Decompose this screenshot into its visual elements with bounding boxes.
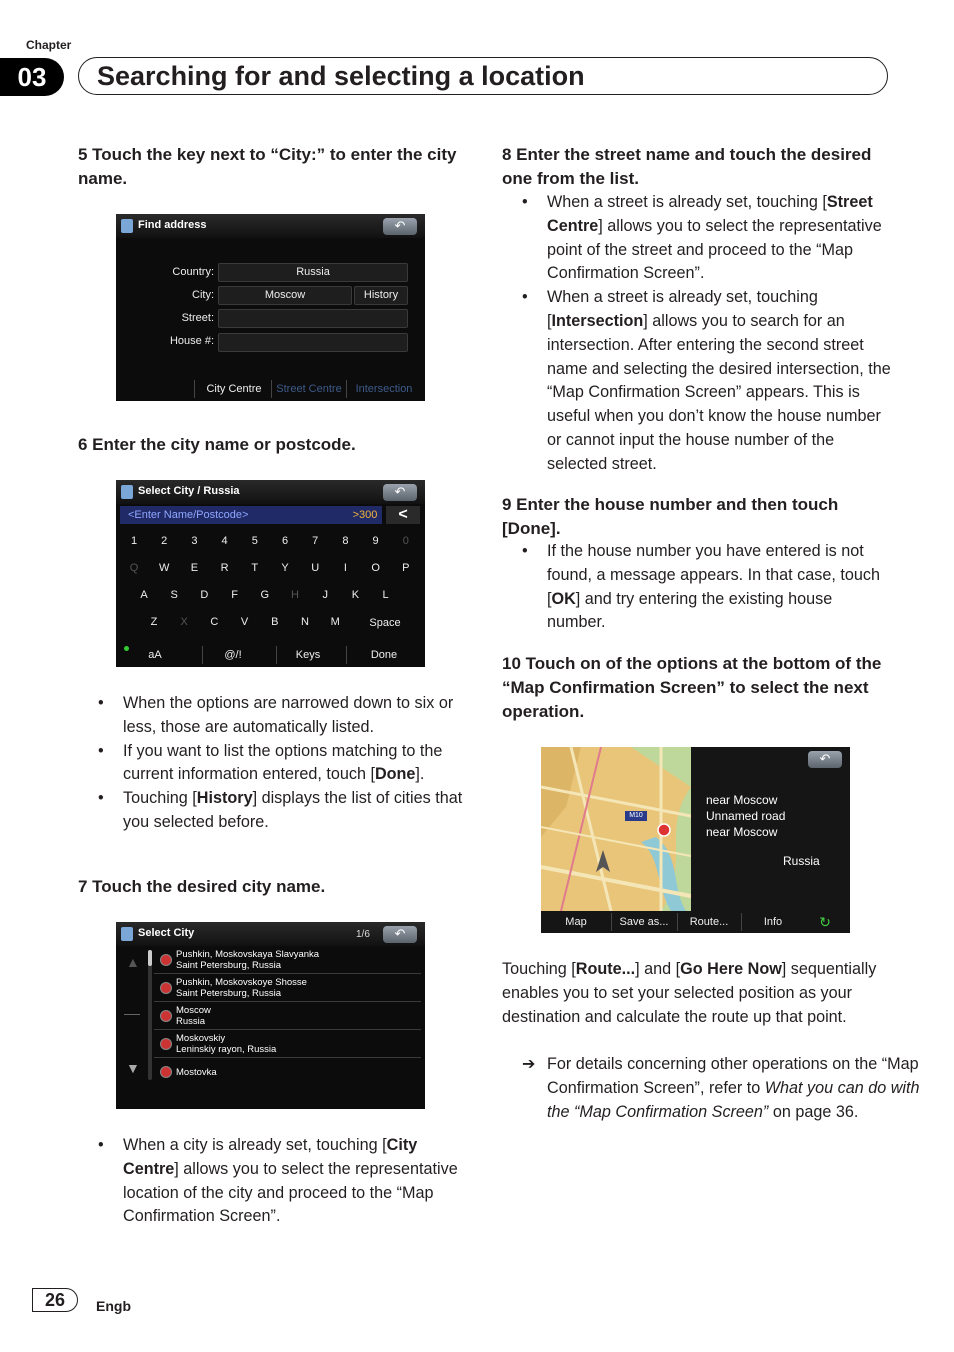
- bullet-bold: Done: [374, 765, 416, 784]
- key-f[interactable]: F: [231, 589, 238, 601]
- key-a[interactable]: A: [140, 589, 148, 601]
- find-address-screenshot: [116, 214, 425, 401]
- bullet-item: [502, 286, 892, 476]
- key-1[interactable]: 1: [130, 535, 138, 547]
- step-9-heading: 9 Enter the house number and then touch [Done].: [502, 495, 839, 538]
- key-s[interactable]: S: [170, 589, 178, 601]
- bullet-item: [502, 191, 892, 286]
- street-label: Street:: [181, 312, 214, 324]
- bullet-item: [78, 740, 463, 788]
- bullet-list-city-centre: [78, 1134, 463, 1229]
- item-name: Pushkin, Moskovskoye Shosse: [176, 977, 307, 988]
- bullet-text: If you want to list the options matching to the current information entered, touch [: [123, 741, 443, 784]
- bullet-text: ] allows you to select the representative point of the street and proceed to the “Map Confirmation Screen”.: [547, 216, 882, 283]
- key-k[interactable]: K: [351, 589, 360, 601]
- route-paragraph: [502, 958, 892, 1029]
- back-icon[interactable]: ↶: [383, 218, 417, 235]
- key-3[interactable]: 3: [191, 535, 198, 547]
- key-7[interactable]: 7: [312, 535, 319, 547]
- chapter-number: 03: [0, 58, 64, 96]
- key-4[interactable]: 4: [221, 535, 228, 547]
- bullet-item: [78, 692, 463, 740]
- item-name: Moscow: [176, 1005, 211, 1016]
- history-button[interactable]: History: [354, 286, 408, 305]
- page-indicator: 1/6: [356, 929, 370, 940]
- page-title: Searching for and selecting a location: [78, 57, 888, 95]
- key-v[interactable]: V: [240, 616, 249, 628]
- chapter-label: Chapter: [26, 38, 72, 52]
- bullet-text: ].: [415, 765, 425, 784]
- key-p[interactable]: P: [402, 562, 410, 574]
- back-icon[interactable]: ↶: [808, 751, 842, 768]
- screen-title: Select City: [138, 927, 195, 939]
- key-9[interactable]: 9: [372, 535, 379, 547]
- key-t[interactable]: T: [251, 562, 259, 574]
- map-confirmation-screenshot: [541, 747, 850, 933]
- key-r[interactable]: R: [220, 562, 229, 574]
- key-j[interactable]: J: [322, 589, 328, 601]
- key-b[interactable]: B: [271, 616, 279, 628]
- select-city-list-screenshot: [116, 922, 425, 1109]
- document-icon: [121, 485, 133, 499]
- bullet-bold: Intersection: [551, 311, 644, 330]
- back-icon[interactable]: ↶: [383, 484, 417, 501]
- item-region: Saint Petersburg, Russia: [176, 960, 282, 971]
- save-as-button[interactable]: Save as...: [611, 913, 676, 931]
- country-label: Country:: [172, 266, 214, 278]
- location-pin-icon: [160, 1066, 172, 1078]
- arrow-icon: ➔: [522, 1055, 536, 1073]
- info-line: near Moscow: [706, 825, 778, 839]
- bullet-text: ] allows you to select the representative location of the city and proceed to the “Map Confirmation Screen”.: [123, 1159, 458, 1226]
- select-city-keyboard-screenshot: [116, 480, 425, 667]
- key-i[interactable]: I: [343, 562, 347, 574]
- step-6-heading: 6 Enter the city name or postcode.: [78, 435, 356, 454]
- note-text: For details concerning other operations on the “Map Confirmation Screen”, refer to: [547, 1055, 919, 1097]
- list-item[interactable]: [154, 1003, 421, 1030]
- space-key[interactable]: Space: [369, 617, 401, 629]
- street-centre-button[interactable]: Street Centre: [271, 380, 346, 398]
- bullet-text: When a city is already set, touching [: [123, 1136, 387, 1154]
- para-text: ] sequentially enables you to set your selected position as your destination and calculate the route up that point.: [502, 960, 877, 1026]
- back-icon[interactable]: ↶: [383, 926, 417, 943]
- location-pin-icon: [160, 1038, 172, 1050]
- item-name: Pushkin, Moskovskaya Slavyanka: [176, 949, 320, 960]
- bullet-text: If the house number you have entered is not found, a message appears. In that case, touch [: [547, 542, 880, 608]
- location-info: [706, 792, 785, 840]
- location-pin-icon: [160, 982, 172, 994]
- key-l[interactable]: L: [382, 589, 389, 601]
- note-text: on page 36.: [768, 1102, 859, 1121]
- backspace-button[interactable]: <: [386, 506, 420, 524]
- item-region: Leninskiy rayon, Russia: [176, 1044, 277, 1055]
- city-field[interactable]: Moscow: [218, 286, 352, 305]
- key-u[interactable]: U: [311, 562, 320, 574]
- key-g[interactable]: G: [260, 589, 270, 601]
- keys-button[interactable]: Keys: [276, 646, 339, 664]
- city-centre-button[interactable]: City Centre: [194, 380, 273, 398]
- bullet-text: ] displays the list of cities that you selected before.: [123, 789, 463, 831]
- map-view[interactable]: [541, 747, 850, 933]
- document-icon: [121, 219, 133, 233]
- key-w[interactable]: W: [158, 562, 170, 574]
- key-6[interactable]: 6: [281, 535, 289, 547]
- bullet-bold: History: [196, 789, 253, 808]
- house-label: House #:: [169, 335, 214, 347]
- scroll-position-icon: [124, 1014, 140, 1015]
- route-button[interactable]: Route...: [677, 913, 740, 931]
- bullet-list-options: [78, 692, 463, 835]
- status-dot-icon: [124, 646, 129, 651]
- step-5-heading: 5 Touch the key next to “City:” to enter the city name.: [78, 145, 457, 188]
- item-name: Moskovskiy: [176, 1033, 226, 1044]
- key-e[interactable]: E: [190, 562, 199, 574]
- note-link-text: What you can do with the “Map Confirmation Screen”: [547, 1078, 920, 1121]
- scrollbar[interactable]: [148, 950, 152, 1080]
- reference-note: [502, 1053, 937, 1124]
- location-pin-icon: [160, 1010, 172, 1022]
- street-field[interactable]: [218, 309, 408, 328]
- list-item[interactable]: [154, 975, 421, 1002]
- key-0[interactable]: 0: [402, 535, 409, 547]
- intersection-button[interactable]: Intersection: [346, 380, 421, 398]
- bullet-bold: City Centre: [123, 1136, 418, 1178]
- done-button[interactable]: Done: [346, 646, 421, 664]
- para-bold: Route...: [575, 960, 636, 978]
- bullet-text: Touching [: [123, 789, 197, 808]
- result-count: >300: [348, 506, 382, 524]
- info-line: Unnamed road: [706, 809, 786, 823]
- city-label: City:: [192, 289, 214, 301]
- language-code: Engb: [96, 1298, 131, 1314]
- step-10-heading: 10 Touch on of the options at the bottom of the “Map Confirmation Screen” to select the next operation.: [502, 654, 882, 721]
- bullet-text: When the options are narrowed down to six or less, those are automatically listed.: [123, 694, 454, 736]
- step-7-heading: 7 Touch the desired city name.: [78, 877, 326, 896]
- bullet-list-house: [502, 540, 892, 635]
- bullet-bold: Street Centre: [547, 193, 873, 235]
- step-8-heading: 8 Enter the street name and touch the desired one from the list.: [502, 145, 872, 188]
- name-postcode-input[interactable]: <Enter Name/Postcode>: [120, 506, 354, 524]
- item-region: Saint Petersburg, Russia: [176, 988, 282, 999]
- symbols-button[interactable]: @/!: [202, 646, 263, 664]
- screen-title: Select City / Russia: [138, 485, 240, 497]
- bullet-item: [78, 1134, 463, 1229]
- screen-title: Find address: [138, 219, 207, 231]
- bullet-text: ] and try entering the existing house number.: [547, 589, 833, 632]
- key-h[interactable]: H: [291, 589, 299, 601]
- key-x[interactable]: X: [180, 616, 188, 628]
- key-2[interactable]: 2: [161, 535, 168, 547]
- house-field[interactable]: [218, 333, 408, 352]
- key-y[interactable]: Y: [281, 562, 289, 574]
- key-m[interactable]: M: [330, 616, 340, 628]
- location-pin-icon: [160, 954, 172, 966]
- bullet-text: When a street is already set, touching [: [547, 193, 827, 211]
- info-line: near Moscow: [706, 793, 778, 807]
- info-button[interactable]: Info: [741, 913, 804, 931]
- country-name: Russia: [783, 854, 820, 868]
- key-8[interactable]: 8: [342, 535, 349, 547]
- item-region: Russia: [176, 1016, 206, 1027]
- document-icon: [121, 927, 133, 941]
- scroll-down-icon[interactable]: ▼: [126, 1060, 140, 1076]
- key-o[interactable]: O: [371, 562, 380, 574]
- key-d[interactable]: D: [200, 589, 209, 601]
- bullet-item: [78, 787, 463, 835]
- page-number: 26: [32, 1288, 78, 1312]
- bullet-text: When a street is already set, touching [: [547, 288, 818, 330]
- bullet-item: [502, 540, 892, 635]
- country-field[interactable]: Russia: [218, 263, 408, 282]
- para-bold: Go Here Now: [680, 960, 782, 978]
- key-5[interactable]: 5: [251, 535, 258, 547]
- road-sign: M10: [625, 811, 647, 821]
- para-text: ] and [: [635, 960, 681, 978]
- list-item[interactable]: [154, 1059, 421, 1085]
- go-here-now-icon[interactable]: ↻: [819, 914, 831, 930]
- para-text: Touching [: [502, 960, 576, 978]
- list-item[interactable]: [154, 947, 421, 974]
- bullet-bold: OK: [551, 589, 576, 608]
- map-button[interactable]: Map: [565, 916, 587, 928]
- key-q[interactable]: Q: [129, 562, 139, 574]
- bullet-list-street: [502, 191, 892, 477]
- key-z[interactable]: Z: [150, 616, 158, 628]
- bullet-text: ] allows you to search for an intersection. After entering the second street name and selecting the desired intersection, the “Map Confirmation Screen” appears. This is useful when you don’t know the house number or cannot input the house number of the selected street.: [547, 311, 891, 473]
- case-toggle-button[interactable]: aA: [148, 649, 162, 661]
- scroll-up-icon[interactable]: ▲: [126, 954, 140, 970]
- item-name: Mostovka: [176, 1067, 217, 1078]
- key-n[interactable]: N: [301, 616, 309, 628]
- key-c[interactable]: C: [210, 616, 219, 628]
- list-item[interactable]: [154, 1031, 421, 1058]
